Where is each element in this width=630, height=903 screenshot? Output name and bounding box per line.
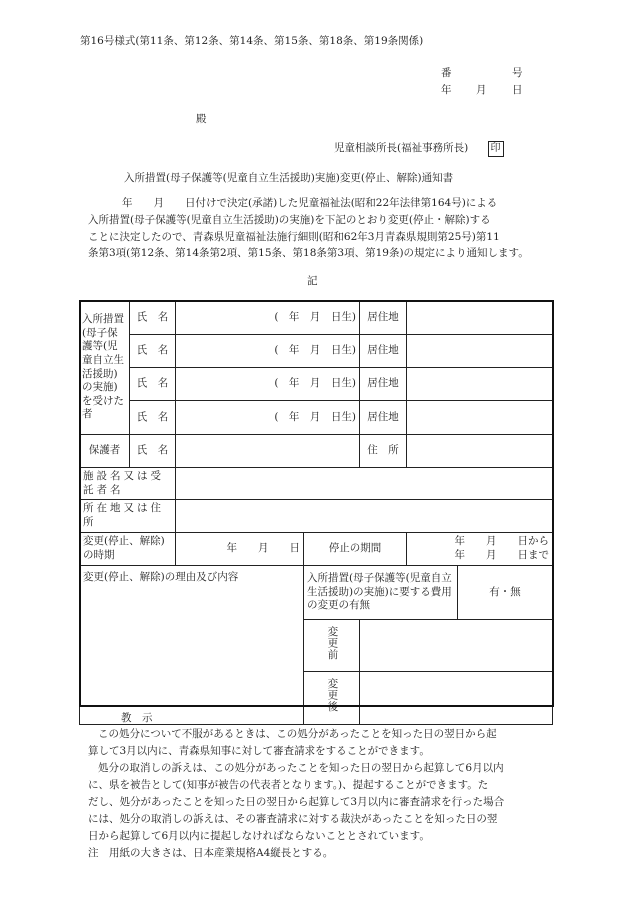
birth-label-2: ( 年 月 日生) (176, 335, 360, 368)
location-value[interactable] (176, 500, 553, 533)
date-year: 年 (441, 84, 452, 96)
residence-label-3: 居住地 (360, 368, 407, 401)
residence-label-4: 居住地 (360, 401, 407, 435)
date-month: 月 (476, 84, 487, 96)
notice-p2-line1: 処分の取消しの訴えは、この処分があったことを知った日の翌日から起算して6月以内 (98, 762, 504, 774)
address-label: 住 所 (360, 435, 407, 468)
paper-size-note: 注 用紙の大きさは、日本産業規格A4縦長とする。 (88, 847, 334, 859)
notice-p1-line1: この処分について不服があるときは、この処分があったことを知った日の翌日から起 (98, 728, 497, 740)
period-from: 年 月 日から (454, 535, 550, 548)
notice-p2-line4: には、処分の取消しの訴えは、その審査請求に対する裁決があったことを知った日の翌 (88, 813, 498, 825)
suspension-label: 停止の期間 (304, 533, 407, 566)
after-value[interactable] (360, 672, 553, 725)
birth-label-4: ( 年 月 日生) (176, 401, 360, 435)
residence-label-2: 居住地 (360, 335, 407, 368)
body-line-1: 年 月 日付けで決定(承諾)した児童福祉法(昭和22年法律第164号)による (122, 197, 498, 209)
guardian-name-value[interactable] (176, 435, 360, 468)
name-label-3: 氏 名 (130, 368, 176, 401)
notice-p2-line3: だし、処分があったことを知った日の翌日から起算して3月以内に審査請求を行った場合 (88, 796, 505, 808)
change-date: 年 月 日 (176, 533, 304, 566)
guardian-label: 保護者 (80, 435, 130, 468)
addressee-dono: 殿 (196, 113, 207, 125)
period-to: 年 月 日まで (454, 549, 550, 561)
name-label-4: 氏 名 (130, 401, 176, 435)
notice-p2-line2: に、県を被告として(知事が被告の代表者となります。)、提起することができます。た (88, 779, 489, 791)
notice-form-table (79, 300, 553, 725)
notice-heading: 教 示 (121, 712, 153, 724)
form-number: 第16号様式(第11条、第12条、第14条、第15条、第18条、第19条関係) (80, 35, 424, 47)
body-line-3: ことに決定したので、青森県児童福祉法施行細則(昭和62年3月青森県規則第25号)第11 (88, 231, 500, 243)
name-label-2: 氏 名 (130, 335, 176, 368)
name-label-1: 氏 名 (130, 301, 176, 335)
residence-label-1: 居住地 (360, 301, 407, 335)
body-line-4: 条第3項(第12条、第14条第2項、第15条、第18条第3項、第19条)の規定により通知します。 (88, 247, 529, 259)
ki-label: 記 (307, 275, 318, 287)
date-day: 日 (512, 84, 523, 96)
cost-label: 入所措置(母子保護等(児童自立生活援助)の実施)に要する費用の変更の有無 (304, 566, 458, 620)
subject-label: 入所措置(母子保護等(児童自立生活援助)の実施)を受けた者 (80, 301, 130, 435)
location-label: 所在地又は住所 (80, 500, 176, 533)
before-label: 変更前 (326, 625, 339, 661)
seal-stamp: 印 (488, 141, 504, 157)
address-value[interactable] (407, 435, 553, 468)
guardian-name-label: 氏 名 (130, 435, 176, 468)
cost-value: 有・無 (458, 566, 553, 620)
document-title: 入所措置(母子保護等(児童自立生活援助)実施)変更(停止、解除)通知書 (124, 172, 454, 184)
issuer-name: 児童相談所長(福祉事務所長) (334, 142, 469, 154)
number-go: 号 (512, 67, 523, 79)
residence-value-4[interactable] (407, 401, 553, 435)
after-label-cell (304, 672, 360, 725)
facility-value[interactable] (176, 468, 553, 500)
notice-p2-line5: 日から起算して6月以内に提起しなければならないこととされています。 (88, 830, 430, 842)
facility-label: 施設名又は受託者名 (80, 468, 176, 500)
number-ban: 番 (441, 67, 452, 79)
residence-value-1[interactable] (407, 301, 553, 335)
residence-value-3[interactable] (407, 368, 553, 401)
birth-label-1: ( 年 月 日生) (176, 301, 360, 335)
notice-p1-line2: 算して3月以内に、青森県知事に対して審査請求をすることができます。 (88, 745, 430, 757)
birth-label-3: ( 年 月 日生) (176, 368, 360, 401)
suspension-period (407, 533, 553, 566)
after-label: 変更後 (326, 678, 339, 713)
residence-value-2[interactable] (407, 335, 553, 368)
change-period-label: 変更(停止、解除)の時期 (80, 533, 176, 566)
issuer (334, 141, 504, 157)
before-value[interactable] (360, 620, 553, 672)
before-label-cell (304, 620, 360, 672)
body-line-2: 入所措置(母子保護等(児童自立生活援助)の実施)を下記のとおり変更(停止・解除)する (88, 214, 491, 226)
reason-label: 変更(停止、解除)の理由及び内容 (80, 566, 304, 725)
